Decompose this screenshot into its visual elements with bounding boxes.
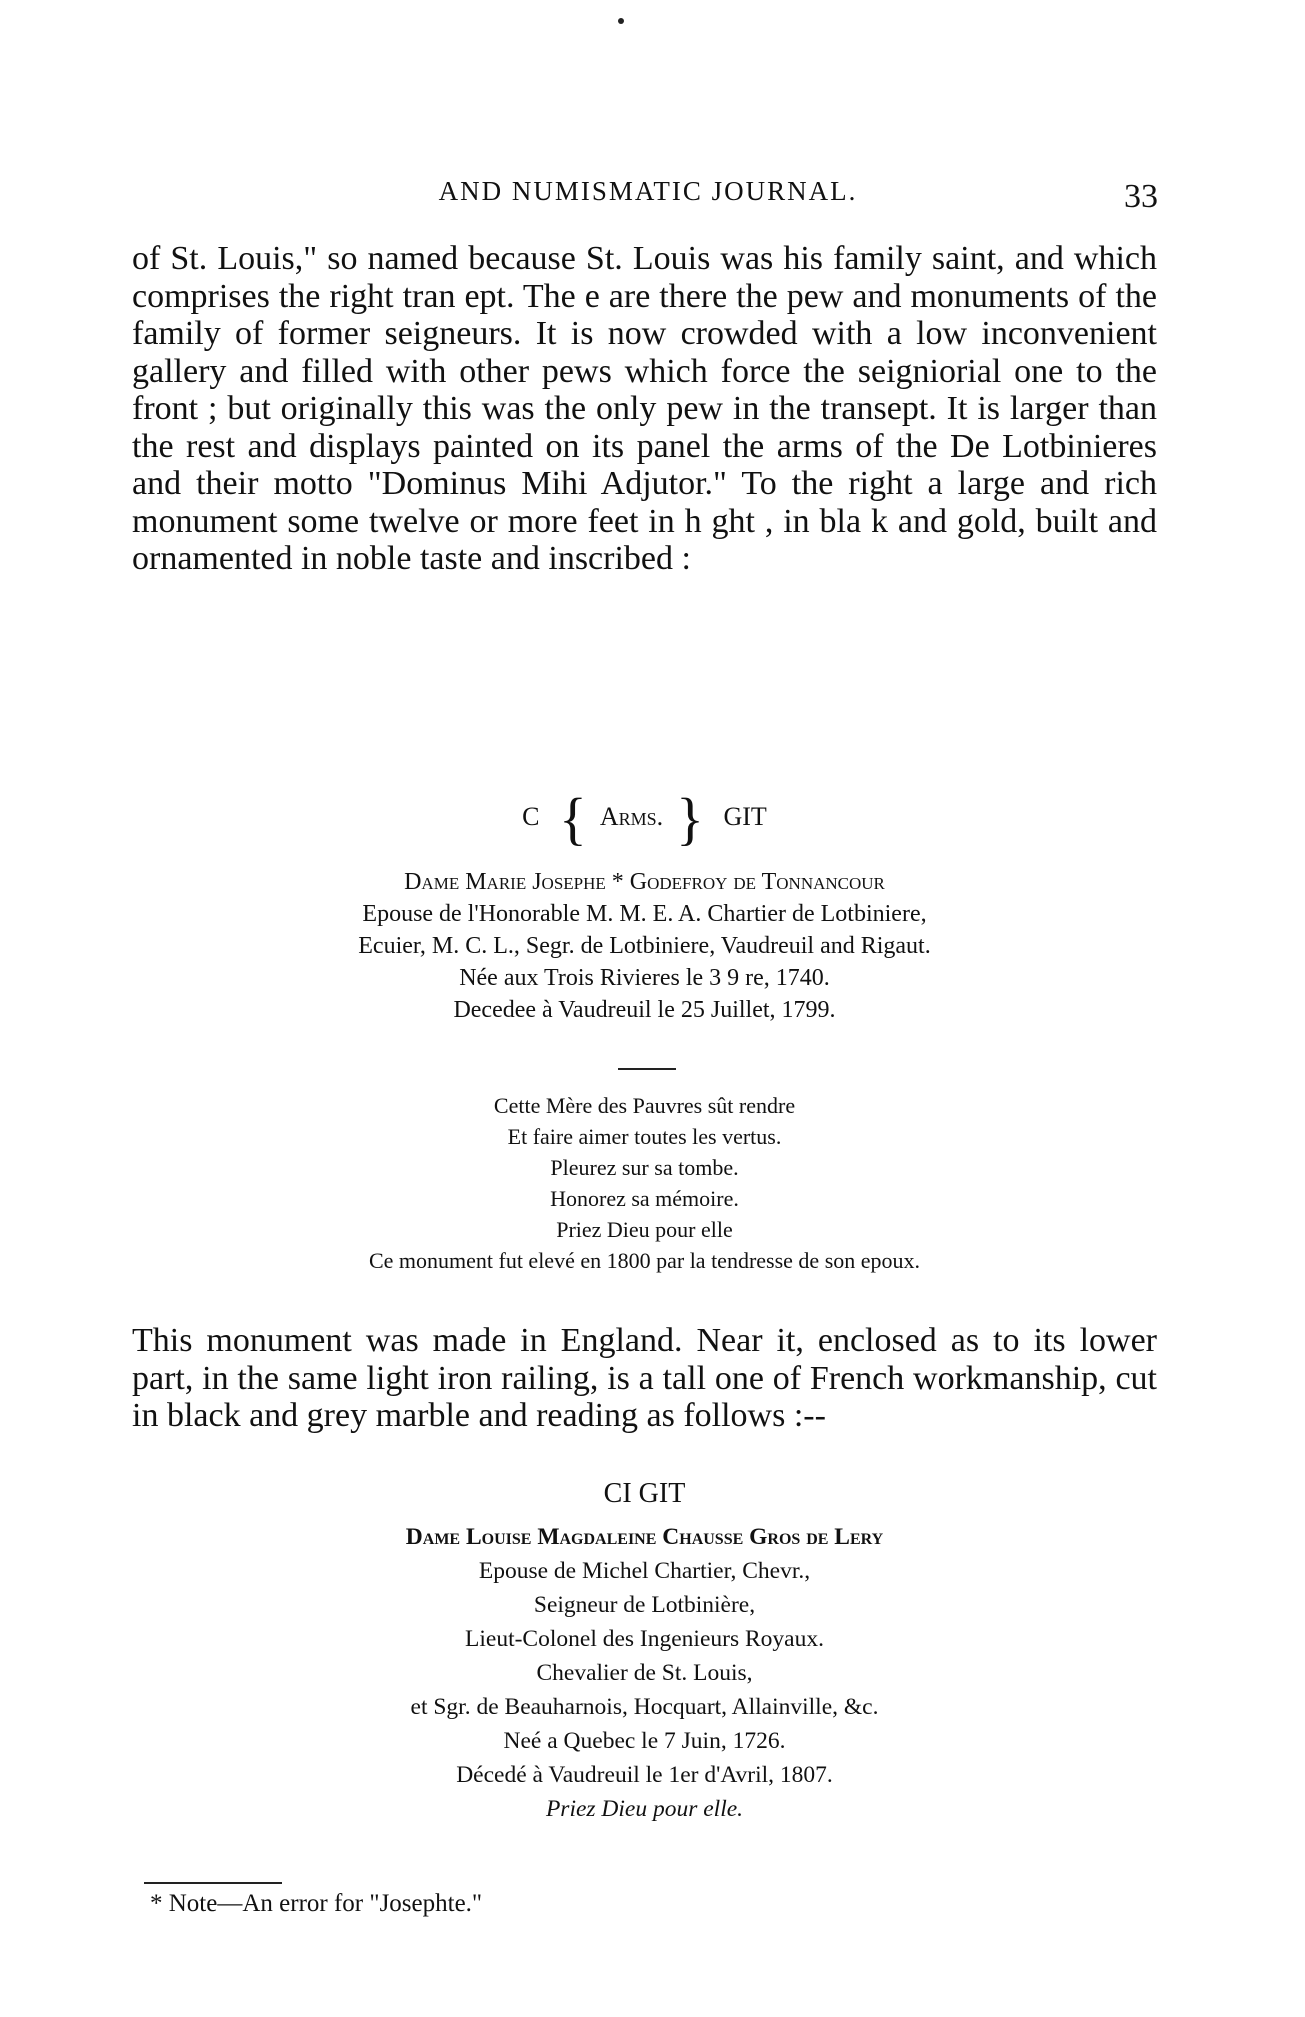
left-brace-glyph: { — [559, 786, 587, 851]
inscription-line: Epouse de Michel Chartier, Chevr., — [478, 1558, 811, 1584]
arms-label: Arms. — [599, 801, 664, 831]
verse-line: Pleurez sur sa tombe. — [550, 1155, 739, 1180]
epitaph-1-heading — [132, 786, 1157, 851]
page-header — [138, 168, 1158, 218]
inscription-line: Ecuier, M. C. L., Segr. de Lotbiniere, Vaudreuil and Rigaut. — [358, 933, 931, 959]
inscription-line: Neé a Quebec le 7 Juin, 1726. — [503, 1728, 786, 1754]
verse-line: Honorez sa mémoire. — [550, 1186, 739, 1211]
running-head: AND NUMISMATIC JOURNAL. — [438, 176, 858, 206]
right-brace-glyph: } — [676, 786, 704, 851]
inscription-line: Decedee à Vaudreuil le 25 Juillet, 1799. — [453, 997, 836, 1023]
verse-line: Cette Mère des Pauvres sût rendre — [493, 1093, 796, 1118]
inscription-line: et Sgr. de Beauharnois, Hocquart, Allainville, &c. — [410, 1694, 879, 1720]
epitaph-2-inscription — [132, 1520, 1157, 1826]
footnote: * Note—An error for "Josephte." — [150, 1890, 483, 1917]
inscription-line: Chevalier de St. Louis, — [536, 1660, 753, 1686]
section-rule — [618, 1068, 676, 1070]
ink-speck — [618, 18, 624, 24]
inscription-line: Lieut-Colonel des Ingenieurs Royaux. — [465, 1626, 824, 1652]
epitaph-2-closing: Priez Dieu pour elle. — [545, 1796, 744, 1822]
page-number: 33 — [1124, 178, 1158, 215]
inscription-line: Née aux Trois Rivieres le 3 9 re, 1740. — [459, 965, 830, 991]
epitaph-1-right-word: GIT — [723, 801, 767, 831]
verse-line: Et faire aimer toutes les vertus. — [507, 1124, 782, 1149]
footnote-rule — [144, 1882, 282, 1884]
inscription-line: Dame Marie Josephe * Godefroy de Tonnancour — [404, 869, 885, 895]
epitaph-1-left-word: C — [522, 801, 540, 831]
inscription-line: Décedé à Vaudreuil le 1er d'Avril, 1807. — [456, 1762, 833, 1788]
epitaph-2-heading: CI GIT — [603, 1478, 686, 1509]
epitaph-1-verse — [132, 1090, 1157, 1276]
paragraph-1: of St. Louis," so named because St. Louis was his family saint, and which comprises the right tran ept. The e are there the pew and monuments of the family of former seigneurs. It is now crowded with a low inconvenient gallery and filled with other pews which force the seigniorial one to the front ; but originally this was the only pew in the transept. It is larger than the rest and displays painted on its panel the arms of the De Lotbinieres and their motto "Dominus Mihi Adjutor." To the right a large and rich monument some twelve or more feet in h ght , in bla k and gold, built and ornamented in noble taste and inscribed : — [132, 240, 1157, 577]
inscription-line: Epouse de l'Honorable M. M. E. A. Chartier de Lotbiniere, — [362, 901, 927, 927]
verse-line: Priez Dieu pour elle — [556, 1217, 733, 1242]
paragraph-2: This monument was made in England. Near it, enclosed as to its lower part, in the same light iron railing, is a tall one of French workmanship, cut in black and grey marble and reading as follows :-- — [132, 1322, 1157, 1434]
inscription-line: Seigneur de Lotbinière, — [533, 1592, 756, 1618]
inscription-line: Dame Louise Magdaleine Chausse Gros de Lery — [405, 1524, 884, 1550]
epitaph-1-inscription — [132, 866, 1157, 1026]
epitaph-1-closing: Ce monument fut elevé en 1800 par la tendresse de son epoux. — [368, 1248, 921, 1273]
